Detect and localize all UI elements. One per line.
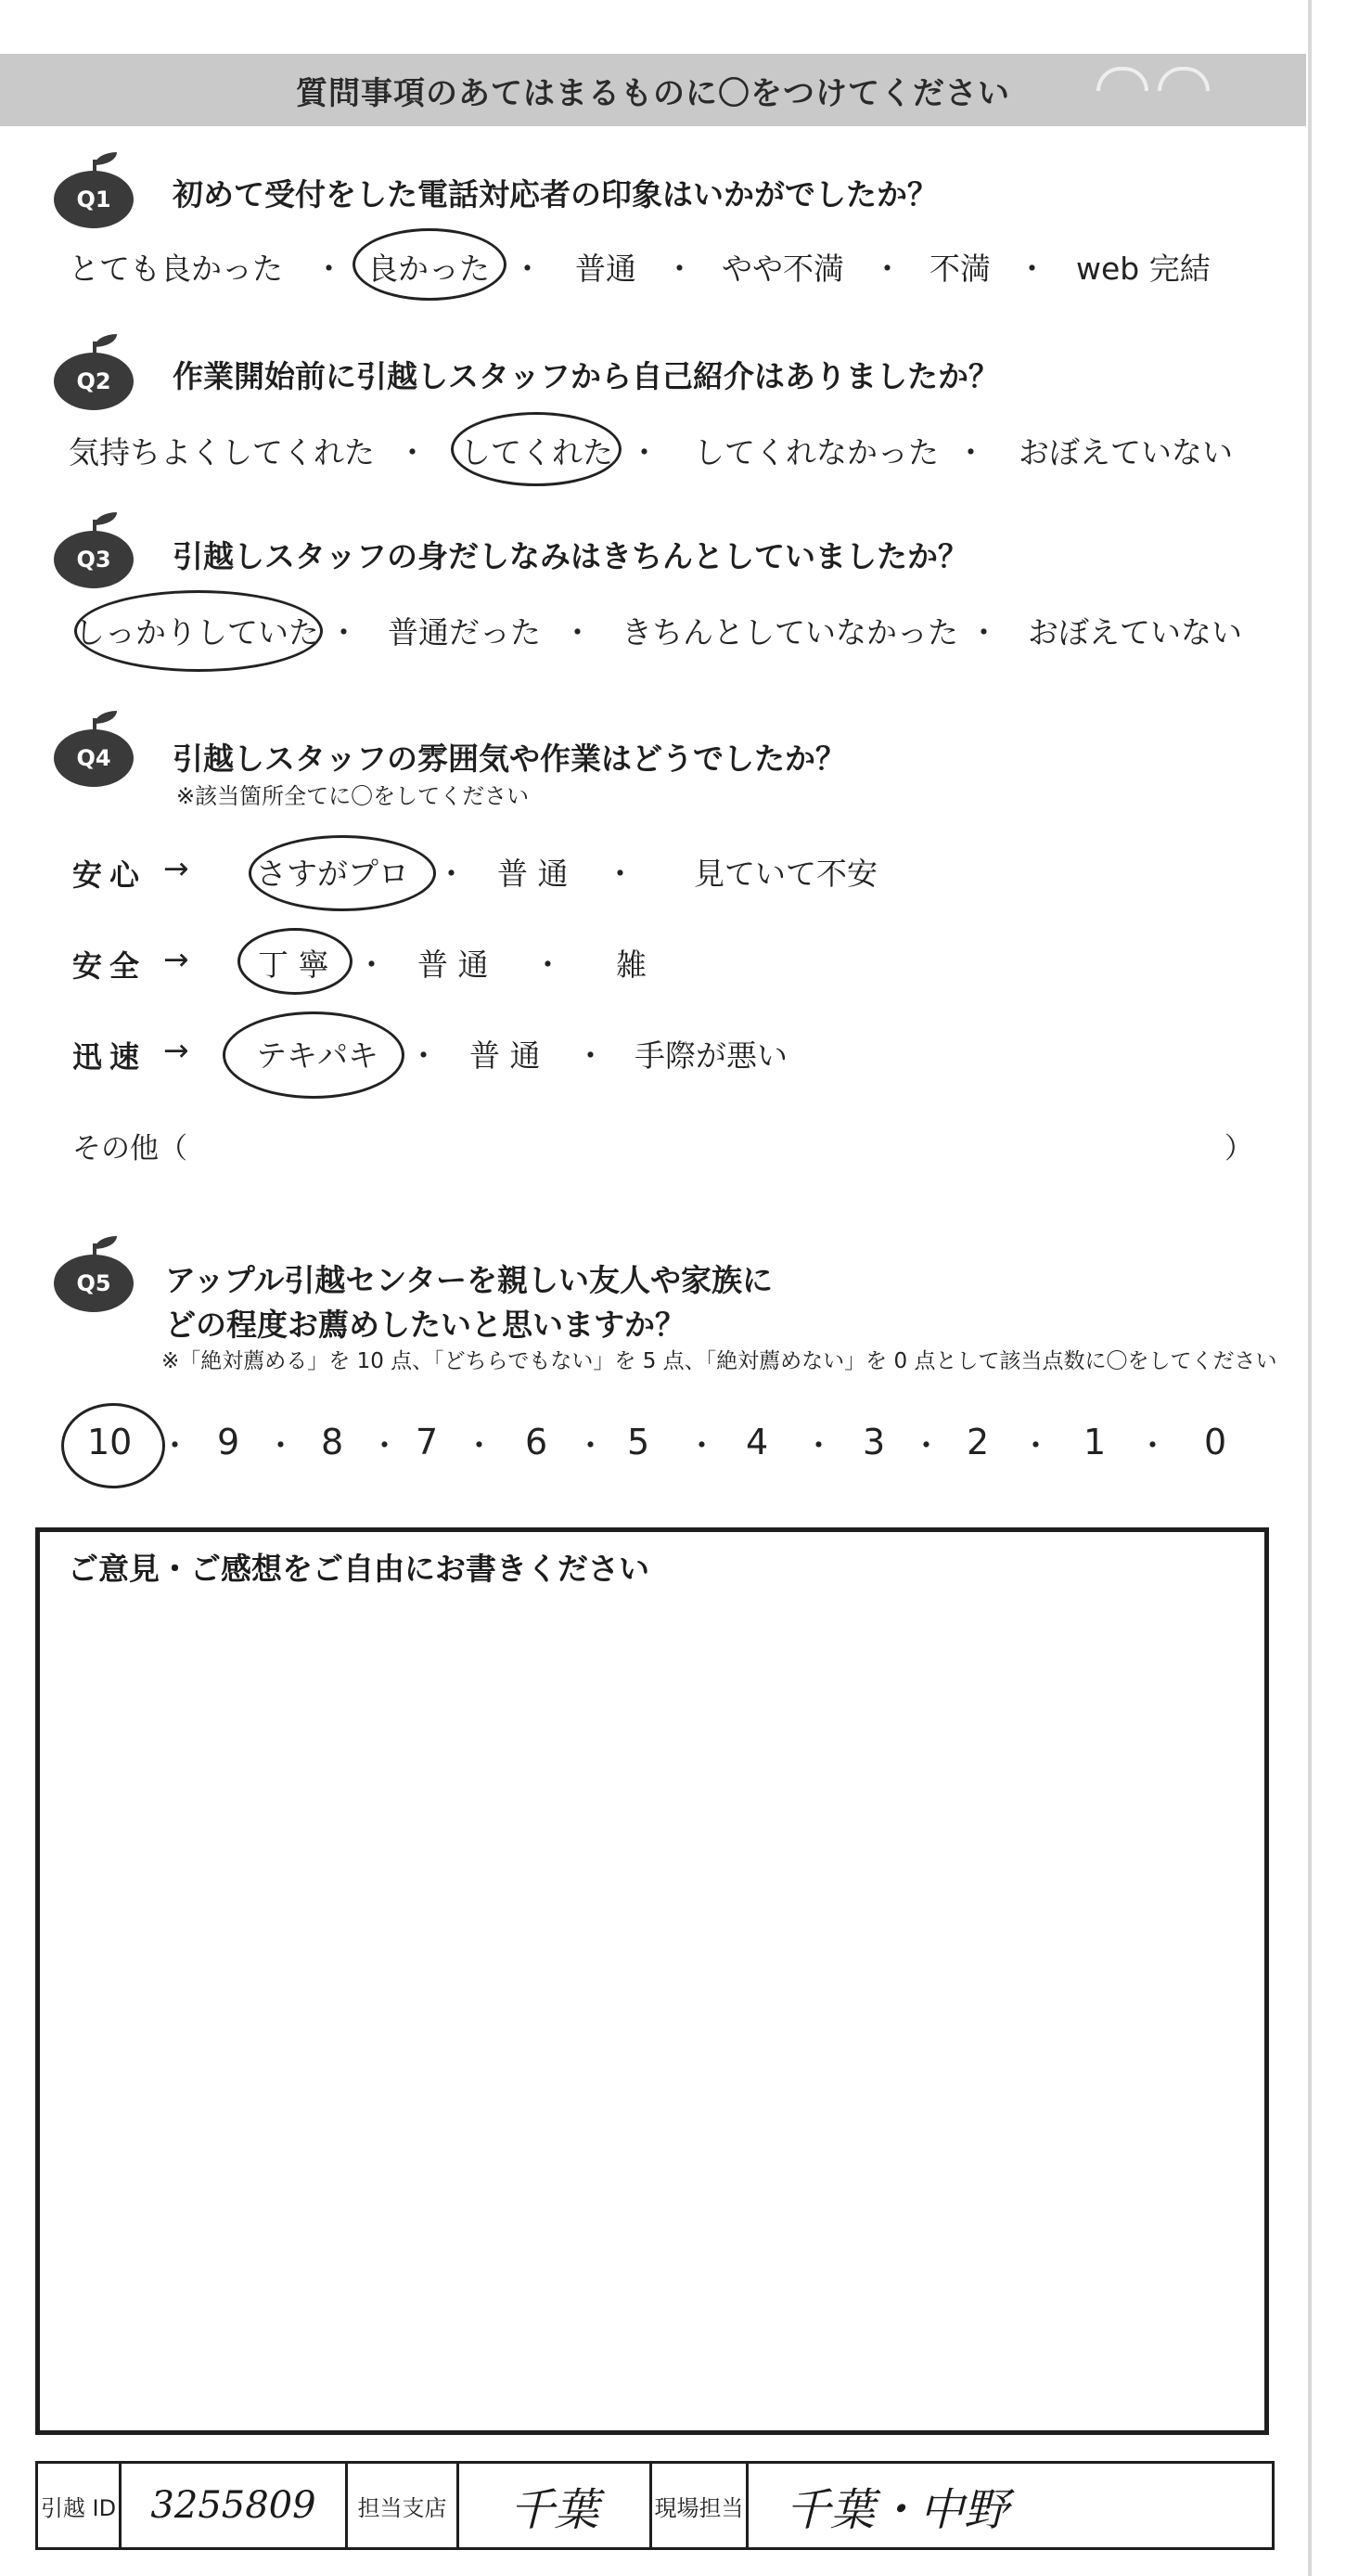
separator-dot: ・ xyxy=(629,434,660,470)
q2-option-3[interactable]: してくれなかった xyxy=(694,434,939,470)
separator-dot: ・ xyxy=(1137,1427,1168,1463)
q1-apple-badge-icon xyxy=(54,148,137,232)
comments-body[interactable] xyxy=(68,1597,1237,2402)
q4-row-2-label: 安全 xyxy=(72,948,147,984)
q1-option-5[interactable]: 不満 xyxy=(929,251,991,287)
q1-option-1[interactable]: とても良かった xyxy=(69,251,283,287)
comments-box[interactable] xyxy=(35,1527,1269,2435)
q4-row-3-option-3[interactable]: 手際が悪い xyxy=(635,1037,788,1074)
q4-row-2-option-1[interactable]: 丁 寧 xyxy=(258,947,329,983)
q1-option-2[interactable]: 良かった xyxy=(367,251,490,287)
comments-title: ご意見・ご感想をご自由にお書きください xyxy=(68,1551,649,1587)
separator-dot: ・ xyxy=(265,1427,296,1463)
separator-dot: ・ xyxy=(686,1427,717,1463)
separator-dot: ・ xyxy=(1020,1427,1051,1463)
separator-dot: ・ xyxy=(512,251,543,287)
q4-row-1-option-3[interactable]: 見ていて不安 xyxy=(694,856,878,892)
separator-dot: ・ xyxy=(314,251,344,287)
q3-option-2[interactable]: 普通だった xyxy=(388,614,541,650)
q1-badge-label: Q1 xyxy=(76,187,111,213)
q5-score-3[interactable]: 3 xyxy=(863,1422,886,1462)
q4-other-input[interactable] xyxy=(210,1125,1211,1162)
q5-apple-badge-icon xyxy=(54,1232,137,1316)
header-title: 質問事項のあてはまるものに〇をつけてください xyxy=(296,74,1010,112)
separator-dot: ・ xyxy=(872,251,903,287)
separator-dot: ・ xyxy=(575,1427,606,1463)
q1-option-4[interactable]: やや不満 xyxy=(722,251,844,287)
q4-other-close: ） xyxy=(1224,1132,1253,1166)
q4-row-1-option-2[interactable]: 普 通 xyxy=(497,856,569,892)
q5-score-7[interactable]: 7 xyxy=(416,1422,439,1462)
q4-other-label: その他（ xyxy=(72,1132,187,1166)
q2-option-2[interactable]: してくれた xyxy=(460,434,613,470)
q1-option-6[interactable]: web 完結 xyxy=(1076,251,1211,287)
arrow-right-icon: → xyxy=(163,941,189,977)
q4-row-2-option-3[interactable]: 雑 xyxy=(616,947,647,983)
separator-dot: ・ xyxy=(397,434,428,470)
q5-badge-label: Q5 xyxy=(76,1270,111,1296)
separator-dot: ・ xyxy=(356,947,387,983)
separator-dot: ・ xyxy=(803,1427,834,1463)
q5-question-line-2: どの程度お薦めしたいと思いますか？ xyxy=(165,1307,686,1343)
q4-row-1-option-1[interactable]: さすがプロ xyxy=(256,856,409,892)
footer-table xyxy=(35,2461,1275,2550)
q5-question-line-1: アップル引越センターを親しい友人や家族に xyxy=(165,1262,774,1298)
q5-score-9[interactable]: 9 xyxy=(217,1422,240,1462)
q2-question: 作業開始前に引越しスタッフから自己紹介はありましたか？ xyxy=(173,358,999,394)
separator-dot: ・ xyxy=(532,947,563,983)
q2-option-4[interactable]: おぼえていない xyxy=(1019,434,1233,470)
q1-option-3[interactable]: 普通 xyxy=(575,251,636,287)
q2-badge-label: Q2 xyxy=(76,368,111,394)
q2-apple-badge-icon xyxy=(54,330,137,414)
separator-dot: ・ xyxy=(408,1037,439,1074)
q3-option-4[interactable]: おぼえていない xyxy=(1028,614,1242,650)
q3-question: 引越しスタッフの身だしなみはきちんとしていましたか？ xyxy=(173,538,968,574)
q5-score-0[interactable]: 0 xyxy=(1204,1422,1227,1462)
q5-score-6[interactable]: 6 xyxy=(525,1422,548,1462)
separator-dot: ・ xyxy=(436,856,467,892)
q4-apple-badge-icon xyxy=(54,707,137,791)
separator-dot: ・ xyxy=(562,614,593,650)
separator-dot: ・ xyxy=(955,434,986,470)
arrow-right-icon: → xyxy=(163,850,189,886)
q3-option-3[interactable]: きちんとしていなかった xyxy=(622,614,958,650)
branch-field[interactable] xyxy=(459,2464,652,2547)
q5-score-2[interactable]: 2 xyxy=(967,1422,990,1462)
q3-badge-label: Q3 xyxy=(76,547,111,573)
separator-dot: ・ xyxy=(1017,251,1047,287)
q4-row-3-label: 迅速 xyxy=(72,1039,147,1075)
q4-row-3-option-1[interactable]: テキパキ xyxy=(256,1037,378,1074)
separator-dot: ・ xyxy=(464,1427,494,1463)
q5-score-1[interactable]: 1 xyxy=(1083,1422,1107,1462)
move-id-field[interactable] xyxy=(122,2464,348,2547)
arrow-right-icon: → xyxy=(163,1032,189,1068)
separator-dot: ・ xyxy=(328,614,359,650)
separator-dot: ・ xyxy=(160,1427,190,1463)
separator-dot: ・ xyxy=(575,1037,606,1074)
move-id-label: 引越 ID xyxy=(38,2464,122,2547)
q5-note: ※「絶対薦める」を 10 点、「どちらでもない」を 5 点、「絶対薦めない」を 0 点として該当点数に〇をしてください xyxy=(161,1349,1277,1373)
q5-score-10[interactable]: 10 xyxy=(87,1422,133,1462)
q4-question: 引越しスタッフの雰囲気や作業はどうでしたか？ xyxy=(173,741,846,777)
staff-value: 千葉・中野 xyxy=(786,2483,1009,2536)
separator-dot: ・ xyxy=(911,1427,942,1463)
q3-option-1[interactable]: しっかりしていた xyxy=(74,614,319,650)
staff-label: 現場担当 xyxy=(652,2464,749,2547)
staff-field[interactable] xyxy=(749,2464,1272,2547)
q4-row-1-label: 安心 xyxy=(72,857,147,893)
q5-score-8[interactable]: 8 xyxy=(321,1422,344,1462)
separator-dot: ・ xyxy=(664,251,695,287)
separator-dot: ・ xyxy=(369,1427,400,1463)
q3-apple-badge-icon xyxy=(54,509,137,592)
move-id-value: 3255809 xyxy=(150,2484,316,2527)
branch-value: 千葉 xyxy=(509,2483,599,2536)
q5-score-4[interactable]: 4 xyxy=(746,1422,769,1462)
separator-dot: ・ xyxy=(605,856,635,892)
q4-note: ※該当箇所全てに〇をしてください xyxy=(176,783,530,809)
branch-label: 担当支店 xyxy=(348,2464,459,2547)
q5-score-5[interactable]: 5 xyxy=(627,1422,650,1462)
q1-question: 初めて受付をした電話対応者の印象はいかがでしたか？ xyxy=(173,176,938,213)
q4-row-2-option-2[interactable]: 普 通 xyxy=(417,947,489,983)
q4-badge-label: Q4 xyxy=(76,745,111,771)
q2-option-1[interactable]: 気持ちよくしてくれた xyxy=(69,434,375,470)
separator-dot: ・ xyxy=(968,614,999,650)
q4-row-3-option-2[interactable]: 普 通 xyxy=(469,1037,541,1074)
